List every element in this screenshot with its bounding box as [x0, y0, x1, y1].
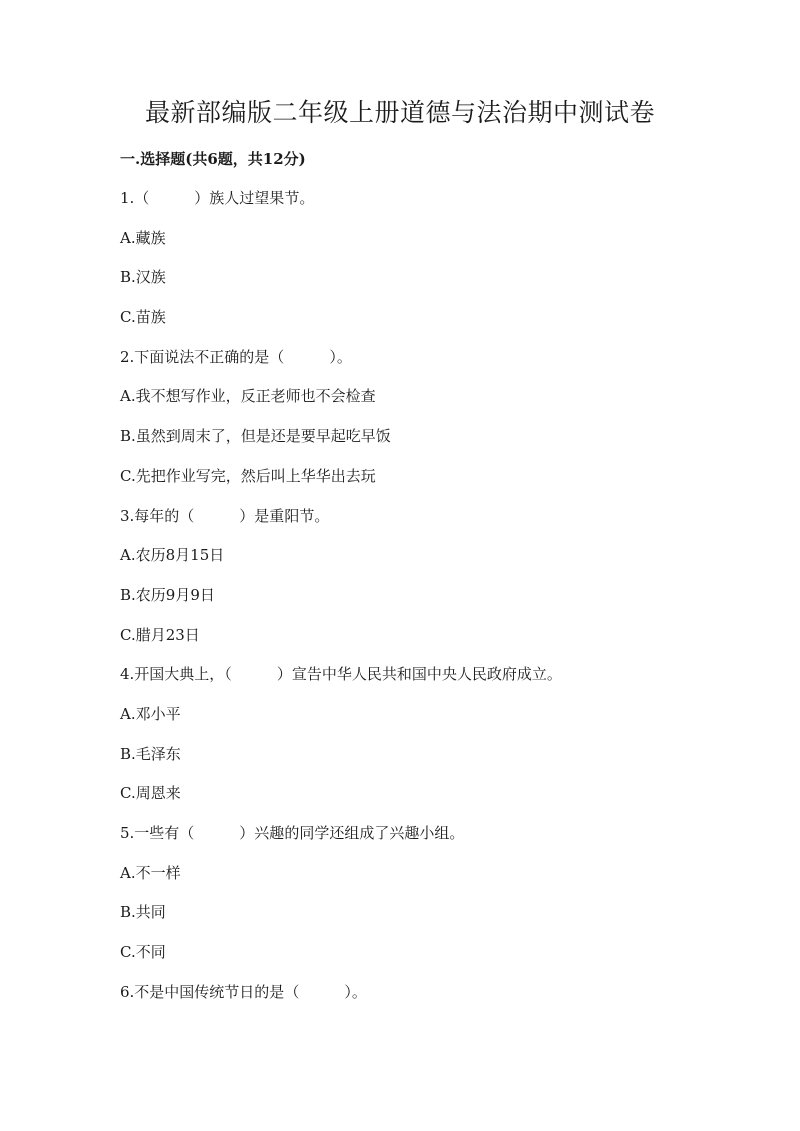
answer-option: B.共同: [120, 903, 166, 922]
question-list: [120, 187, 720, 1020]
answer-option: A.我不想写作业，反正老师也不会检查: [120, 387, 376, 406]
answer-option: A.不一样: [120, 863, 181, 882]
page-title: 最新部编版二年级上册道德与法治期中测试卷: [144, 98, 655, 127]
answer-option: A.藏族: [120, 228, 166, 247]
question-stem: 2.下面说法不正确的是（ ）。: [120, 347, 352, 366]
answer-option: C.苗族: [120, 308, 166, 327]
answer-option: C.腊月23日: [120, 625, 200, 644]
question-stem: 6.不是中国传统节日的是（ ）。: [120, 982, 367, 1001]
answer-option: C.周恩来: [120, 784, 181, 803]
answer-option: B.毛泽东: [120, 744, 181, 763]
question-stem: 5.一些有（ ）兴趣的同学还组成了兴趣小组。: [120, 824, 465, 842]
answer-option: B.农历9月9日: [120, 585, 215, 604]
section-heading: 一.选择题(共6题，共12分): [120, 150, 306, 168]
answer-option: B.汉族: [120, 268, 166, 287]
answer-option: A.邓小平: [120, 704, 181, 723]
question-stem: 4.开国大典上，（ ）宣告中华人民共和国中央人民政府成立。: [120, 665, 562, 684]
question-stem: 3.每年的（ ）是重阳节。: [120, 506, 330, 525]
answer-option: C.先把作业写完，然后叫上华华出去玩: [120, 466, 376, 485]
answer-option: A.农历8月15日: [120, 546, 225, 565]
answer-option: B.虽然到周末了，但是还是要早起吃早饭: [120, 427, 391, 446]
answer-option: C.不同: [120, 943, 166, 962]
question-stem: 1.（ ）族人过望果节。: [120, 189, 315, 207]
